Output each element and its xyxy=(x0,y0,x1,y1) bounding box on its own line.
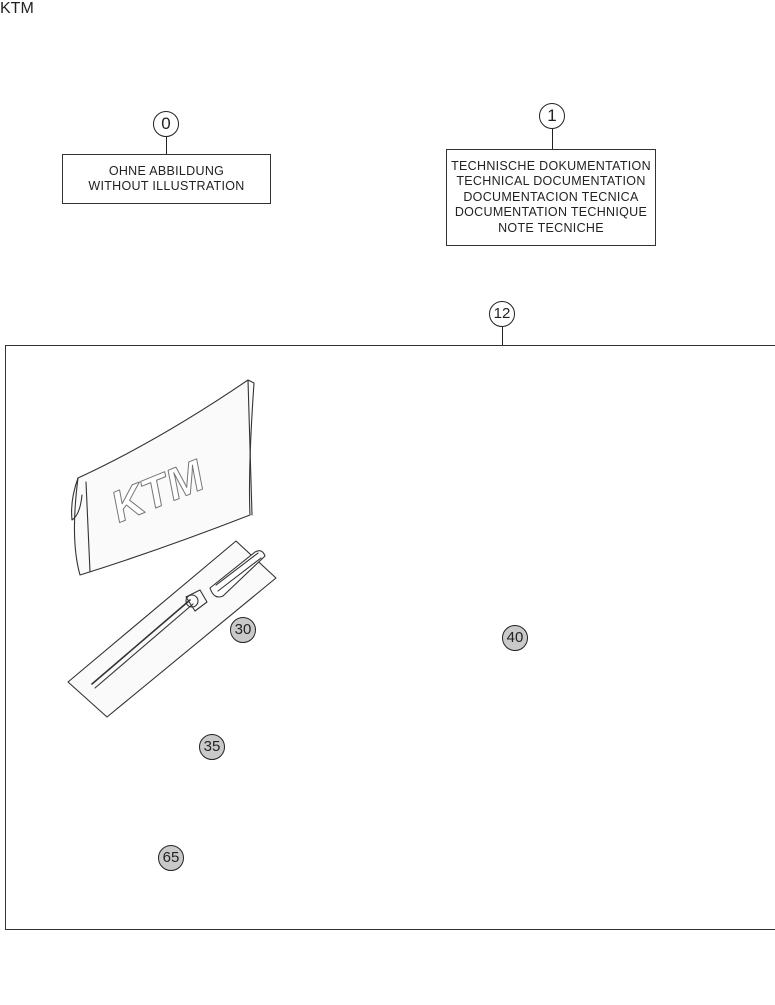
ktm-logo: KTM xyxy=(104,450,211,533)
callout-35: 35 xyxy=(199,734,225,760)
callout-1: 1 xyxy=(539,103,565,129)
technical-documentation-line-1: TECHNISCHE DOKUMENTATION xyxy=(451,158,651,173)
without-illustration-line-2: WITHOUT ILLUSTRATION xyxy=(88,179,245,193)
technical-documentation-line-3: DOCUMENTACION TECNICA xyxy=(463,189,639,204)
callout-12: 12 xyxy=(489,301,515,327)
without-illustration-line-1: OHNE ABBILDUNG xyxy=(108,163,225,178)
technical-documentation-line-5: NOTE TECNICHE xyxy=(498,220,604,235)
technical-documentation-line-4: DOCUMENTATION TECHNIQUE xyxy=(454,205,648,220)
callout-0: 0 xyxy=(153,111,179,137)
callout-65: 65 xyxy=(158,845,184,871)
callout-40: 40 xyxy=(502,625,528,651)
technical-documentation-line-2: TECHNICAL DOCUMENTATION xyxy=(456,174,646,189)
callout-30: 30 xyxy=(230,617,256,643)
tool-bag-icon xyxy=(72,380,254,575)
ring-spanner-icon: KTM xyxy=(0,0,34,17)
